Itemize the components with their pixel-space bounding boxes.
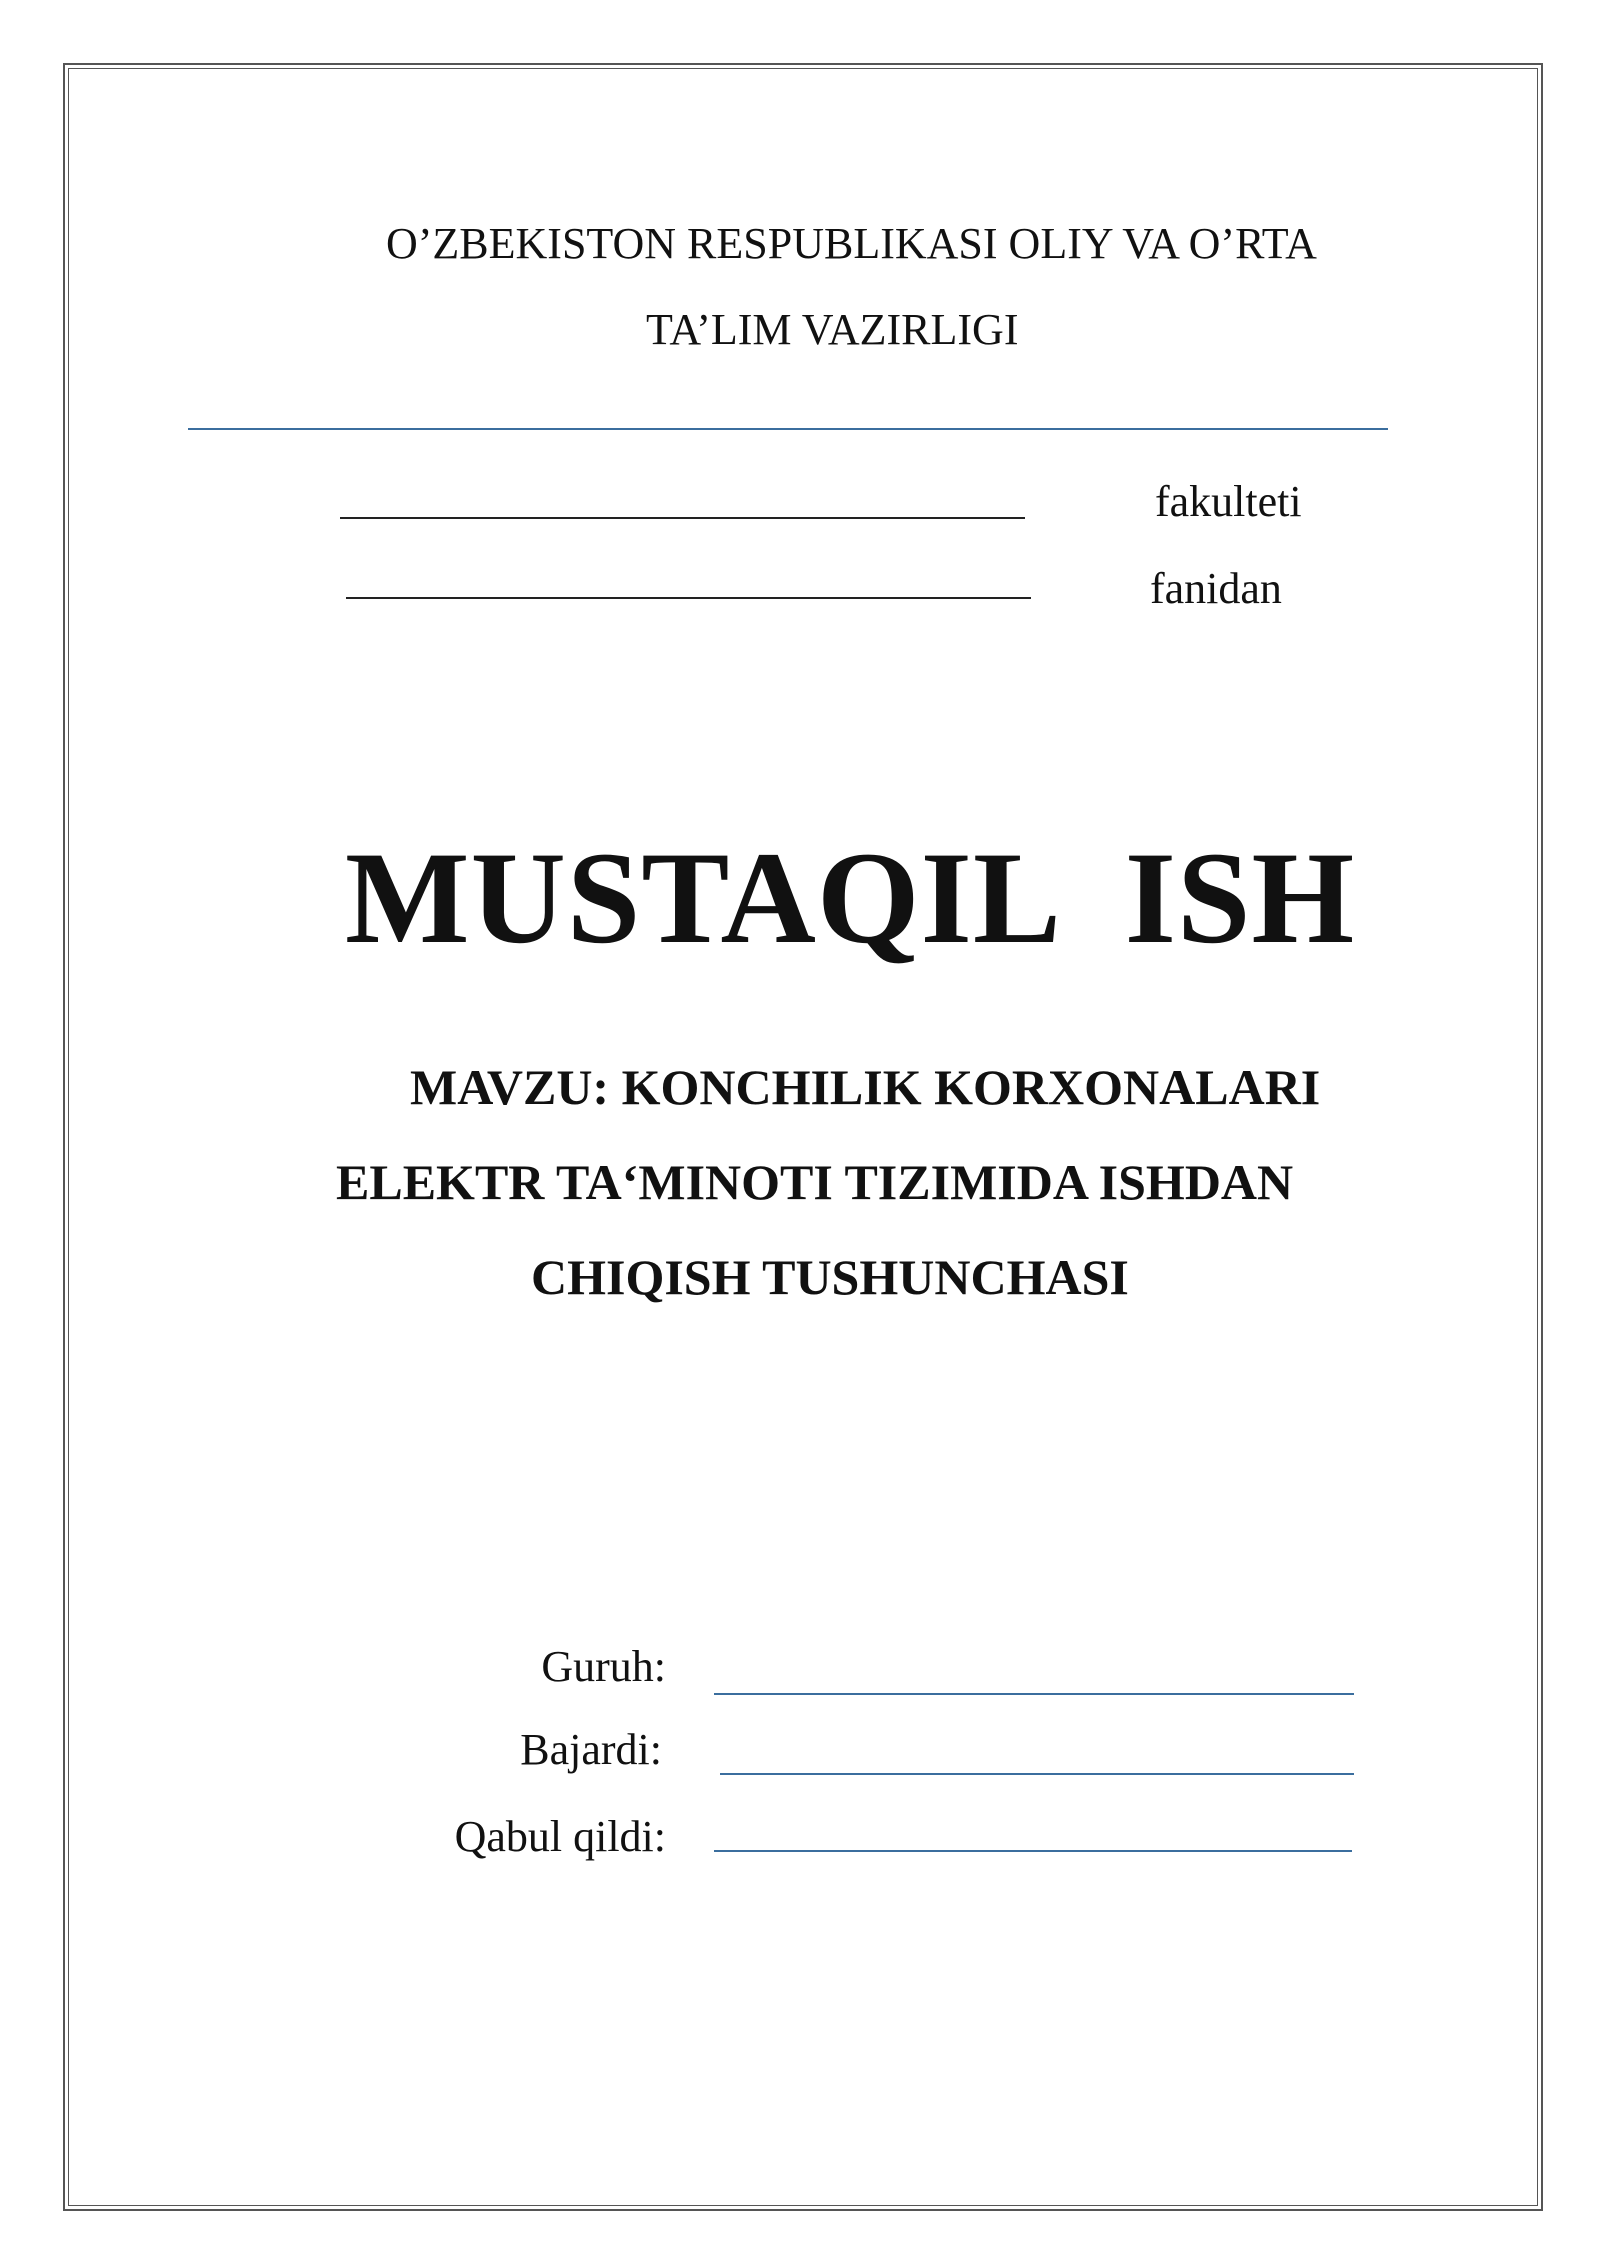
topic-line-3: CHIQISH TUSHUNCHASI [531, 1249, 1129, 1305]
group-blank-line [714, 1693, 1354, 1695]
done-by-label: Bajardi: [520, 1725, 662, 1774]
ministry-heading-line-1: O’ZBEKISTON RESPUBLIKASI OLIY VA O’RTA [386, 219, 1317, 268]
faculty-blank-line [340, 517, 1025, 519]
ministry-heading-line-2: TA’LIM VAZIRLIGI [646, 305, 1019, 354]
accepted-by-label: Qabul qildi: [454, 1812, 666, 1861]
done-by-blank-line [720, 1773, 1354, 1775]
document-title: MUSTAQIL ISH [345, 824, 1356, 971]
page-border-inner [68, 68, 1538, 2206]
topic-line-2: ELEKTR TA‘MINOTI TIZIMIDA ISHDAN [336, 1154, 1294, 1210]
topic-line-1: MAVZU: KONCHILIK KORXONALARI [410, 1059, 1321, 1115]
header-divider [188, 428, 1388, 430]
faculty-label: fakulteti [1155, 477, 1302, 526]
subject-label: fanidan [1150, 564, 1282, 613]
group-label: Guruh: [541, 1642, 666, 1691]
subject-blank-line [346, 597, 1031, 599]
accepted-by-blank-line [714, 1850, 1352, 1852]
